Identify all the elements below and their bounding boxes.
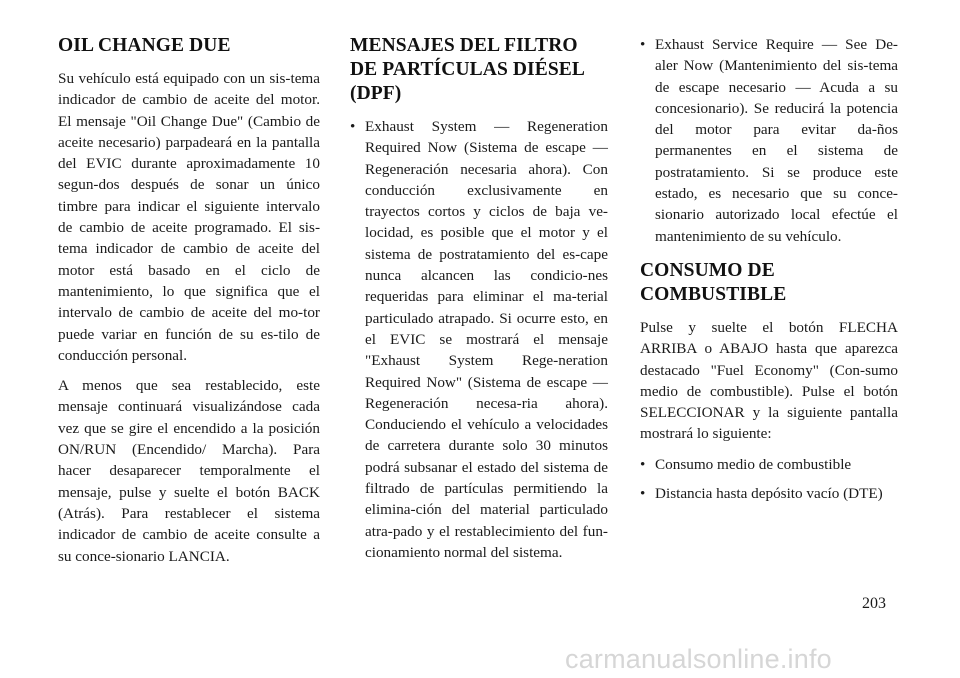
list-item-text: Exhaust Service Require — See De-aler Now (Mantenimiento del sis-tema de escape necesario — Acuda a su concesionario). Se reducirá la potencia del motor para evitar da-ños permanentes en el sistema de postratamiento. Si se produce este estado, es necesario que su conce-sionario autorizado local efectúe el mantenimiento de su vehículo.: [655, 36, 898, 245]
list-item: [640, 483, 898, 504]
bullet-icon: •: [640, 485, 646, 503]
paragraph-fuel-economy: Pulse y suelte el botón FLECHA ARRIBA o ABAJO hasta que aparezca destacado "Fuel Economy" (Con-sumo medio de combustible). Pulse el botón SELECCIONAR y la siguiente pantalla mostrará lo siguiente:: [640, 318, 898, 443]
watermark: carmanualsonline.info: [565, 644, 832, 674]
list-item-text: Exhaust System — Regeneration Required Now (Sistema de escape — Regeneración necesaria ahora). Con conducción exclusivamente en trayectos cortos y ciclos de baja ve-locidad, es posible que el motor y el sistema de postratamiento del es-cape nunca alcancen las condicio-nes requeridas para eliminar el ma-terial particulado atrapado. Si ocurre esto, en el EVIC se mostrará el mensaje "Exhaust System Rege-neration Required Now" (Sistema de escape — Regeneración necesa-ria ahora). Conduciendo el vehículo a velocidades de carretera durante solo 30 minutos podrá subsanar el estado del sistema de filtrado de partículas permitiendo la elimina-ción del material particulado atra-pado y el restablecimiento del fun-cionamiento normal del sistema.: [365, 118, 608, 561]
list-item-text: Distancia hasta depósito vacío (DTE): [655, 485, 883, 503]
column-fuel-consumption: [640, 34, 898, 516]
column-dpf-messages: [350, 34, 608, 575]
heading-dpf-messages: MENSAJES DEL FILTRO DE PARTÍCULAS DIÉSEL (DPF): [350, 35, 584, 104]
heading-fuel-consumption: CONSUMO DE COMBUSTIBLE: [640, 259, 787, 305]
paragraph-oil-change-reset: A menos que sea restablecido, este mensaje continuará visualizándose cada vez que se gire el encendido a la posición ON/RUN (Encendido/ Marcha). Para hacer desaparecer temporalmente el mensaje, pulse y suelte el botón BACK (Atrás). Para restablecer el sistema indicador de cambio de aceite consulte a su conce-sionario LANCIA.: [58, 377, 320, 565]
page-number: 203: [862, 595, 886, 612]
bullet-icon: •: [640, 455, 646, 473]
dpf-bullet-list: [350, 116, 608, 563]
fuel-display-list: [640, 454, 898, 505]
heading-oil-change-due: OIL CHANGE DUE: [58, 35, 231, 56]
list-item: [640, 454, 898, 475]
bullet-icon: •: [350, 118, 356, 135]
list-item: [350, 116, 608, 563]
list-item: [640, 34, 898, 247]
column-oil-change: [58, 34, 320, 576]
paragraph-oil-change-intro: Su vehículo está equipado con un sis-tema indicador de cambio de aceite del motor. El mensaje "Oil Change Due" (Cambio de aceite necesario) parpadeará en la pantalla del EVIC durante aproximadamente 10 segun-dos después de sonar un único timbre para indicar el siguiente intervalo de cambio de aceite programado. El sis-tema indicador de cambio de aceite del motor está basado en el ciclo de mantenimiento, lo que significa que el intervalo de cambio de aceite del mo-tor puede variar en función de su es-tilo de conducción personal.: [58, 70, 320, 364]
exhaust-service-bullet-list: [640, 34, 898, 247]
list-item-text: Consumo medio de combustible: [655, 455, 852, 473]
bullet-icon: •: [640, 36, 646, 53]
